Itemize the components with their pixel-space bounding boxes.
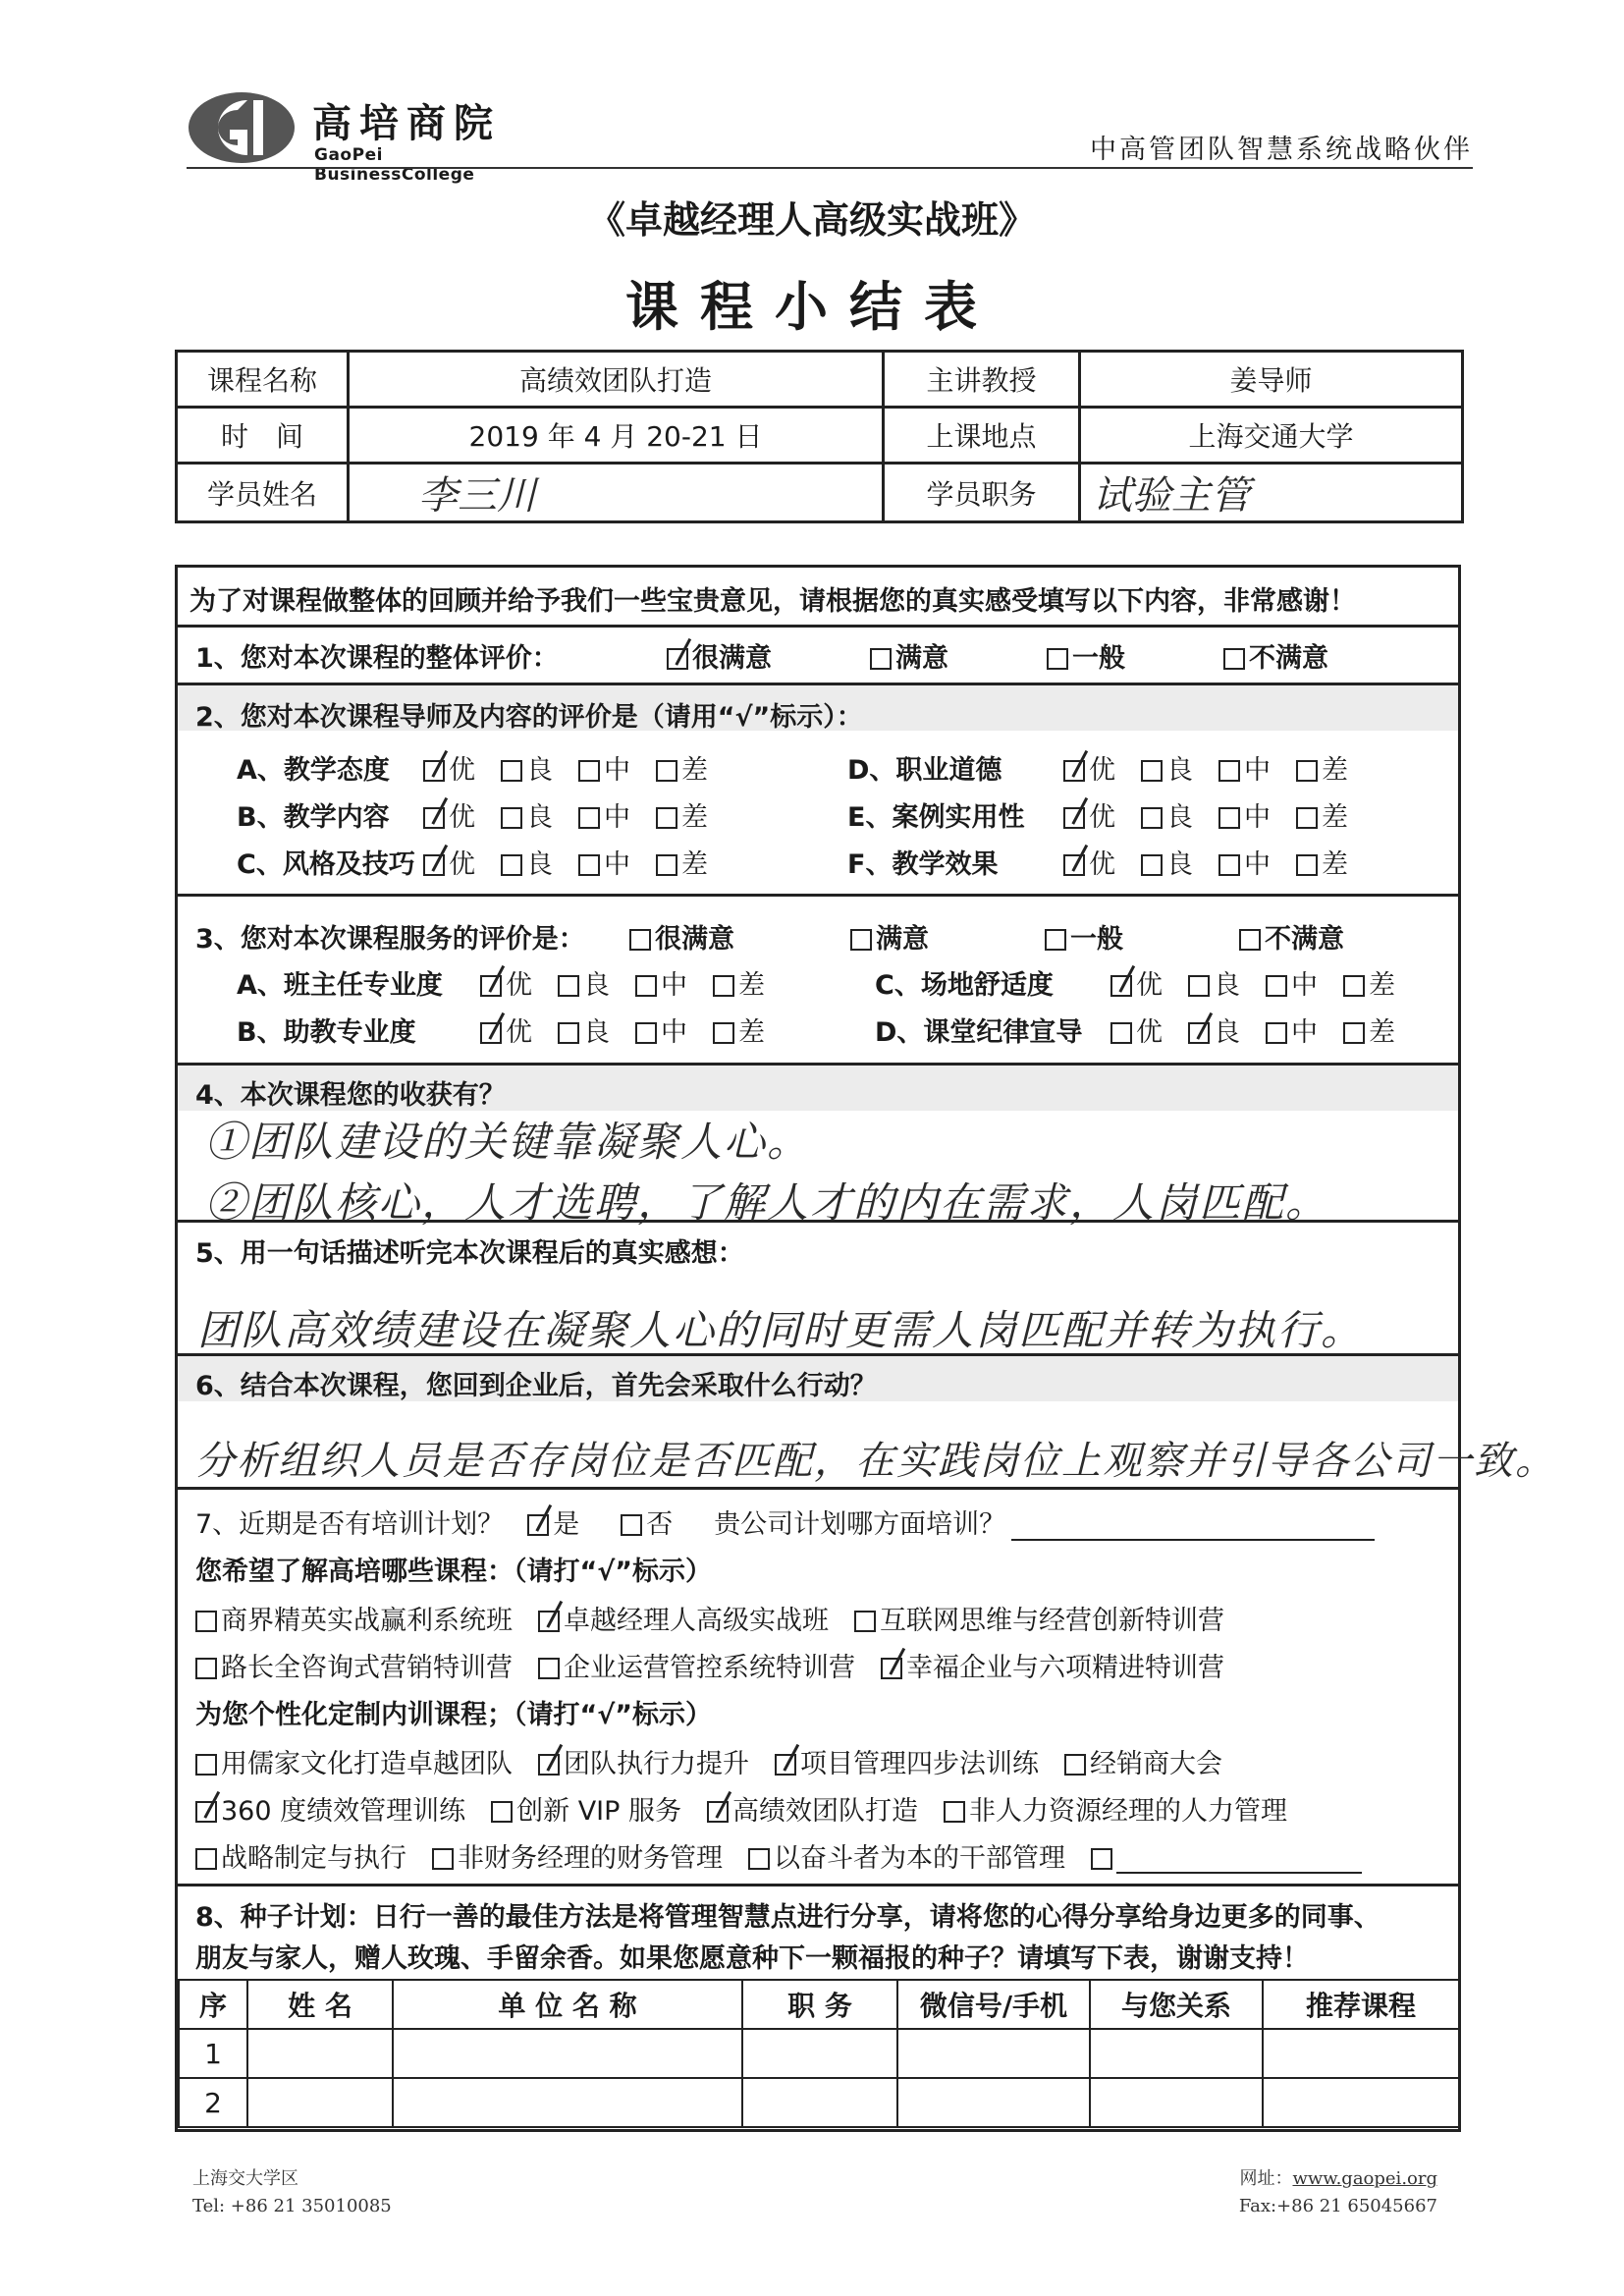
q7-courses-row2: [195, 1646, 1250, 1684]
col-header-title: 职 务: [742, 1980, 897, 2029]
q8-line2: 朋友与家人，赠人玫瑰、手留余香。如果您愿意种下一颗福报的种子？请填写下表，谢谢支持！: [195, 1943, 1309, 1974]
checkbox-checked-icon: [707, 1801, 729, 1823]
checkbox-icon[interactable]: [1266, 1022, 1287, 1044]
checkbox-icon[interactable]: [656, 807, 677, 829]
col-header-contact: 微信号/手机: [897, 1980, 1090, 2029]
header-divider: [187, 167, 1473, 169]
student-position-handwriting: 试验主管: [1093, 473, 1250, 519]
course-info-table: [175, 350, 1464, 523]
checkbox-icon: [1064, 1754, 1086, 1776]
q1-options: [667, 636, 1354, 675]
student-position-label: 学员职务: [884, 464, 1080, 522]
student-name-label: 学员姓名: [177, 464, 349, 522]
table-row: [179, 2078, 1459, 2127]
q3-option-very-satisfied[interactable]: 很满意: [629, 917, 734, 956]
checkbox-checked-icon: [527, 1514, 549, 1536]
checkbox-checked-icon[interactable]: [1188, 1022, 1210, 1044]
q2-row-b: B、教学内容 优 良 中 差: [237, 802, 708, 833]
q2-row-c: C、风格及技巧 优 良 中 差: [237, 849, 708, 880]
checkbox-icon[interactable]: [1343, 1022, 1365, 1044]
q3-option-satisfied[interactable]: 满意: [850, 917, 929, 956]
checkbox-icon: [850, 929, 872, 951]
checkbox-icon[interactable]: [1218, 854, 1240, 876]
footer-campus: 上海交大学区: [192, 2168, 298, 2189]
checkbox-icon: [491, 1801, 513, 1823]
checkbox-icon: [1045, 929, 1066, 951]
custom-course-other[interactable]: [1091, 1843, 1362, 1874]
course-option[interactable]: 互联网思维与经营创新特训营: [854, 1599, 1224, 1637]
logo-text-cn: 高培商院: [312, 100, 501, 146]
q8-line1: 8、种子计划：日行一善的最佳方法是将管理智慧点进行分享，请将您的心得分享给身边更多的同事、: [195, 1902, 1380, 1933]
course-option[interactable]: 路长全咨询式营销特训营: [195, 1646, 513, 1684]
q7-which-label: 贵公司计划哪方面培训？: [714, 1509, 1006, 1540]
checkbox-icon: [629, 929, 651, 951]
q3-row-b: B、助教专业度 优 良 中 差: [237, 1017, 765, 1048]
q7-option-yes[interactable]: 是: [527, 1503, 579, 1541]
course-name-value: 高绩效团队打造: [349, 352, 884, 408]
location-value: 上海交通大学: [1080, 408, 1463, 464]
course-cell[interactable]: [1263, 2078, 1459, 2127]
checkbox-icon[interactable]: [656, 760, 677, 782]
name-cell[interactable]: [247, 2029, 393, 2078]
q3-row-d: D、课堂纪律宣导 优 良 中 差: [875, 1017, 1395, 1048]
divider: [178, 1220, 1458, 1223]
checkbox-checked-icon[interactable]: [480, 1022, 502, 1044]
q7-option-no[interactable]: 否: [621, 1503, 673, 1541]
custom-course-option[interactable]: 非财务经理的财务管理: [432, 1836, 723, 1875]
q4-answer-1-handwriting: ①团队建设的关键靠凝聚人心。: [205, 1118, 811, 1166]
custom-course-option[interactable]: 项目管理四步法训练: [775, 1742, 1039, 1780]
checkbox-icon[interactable]: [1110, 1022, 1132, 1044]
q7-plan-row: [195, 1503, 1375, 1541]
company-cell[interactable]: [393, 2078, 742, 2127]
q7-custom-row3: [195, 1836, 1387, 1875]
logo: [187, 86, 511, 185]
survey-form: [175, 565, 1556, 2132]
q6-answer-handwriting: 分析组织人员是否存岗位是否匹配，在实践岗位上观察并引导各公司一致。: [195, 1439, 1556, 1484]
q3-row-c: C、场地舒适度 优 良 中 差: [875, 970, 1395, 1001]
checkbox-icon: [854, 1611, 876, 1632]
q1-label: 1、您对本次课程的整体评价：: [195, 643, 559, 674]
checkbox-checked-icon: [538, 1611, 560, 1632]
col-header-relation: 与您关系: [1090, 1980, 1263, 2029]
col-header-no: 序: [179, 1980, 247, 2029]
course-option[interactable]: 企业运营管控系统特训营: [538, 1646, 855, 1684]
checkbox-icon: [538, 1658, 560, 1679]
q2-label: 2、您对本次课程导师及内容的评价是（请用“√”标示）：: [195, 702, 863, 733]
checkbox-icon[interactable]: [578, 807, 600, 829]
student-name-field[interactable]: [349, 464, 884, 522]
checkbox-checked-icon[interactable]: [1063, 760, 1085, 782]
custom-course-option[interactable]: 以奋斗者为本的干部管理: [748, 1836, 1065, 1875]
q1-option-very-satisfied[interactable]: 很满意: [667, 636, 772, 675]
custom-course-option[interactable]: 经销商大会: [1064, 1742, 1222, 1780]
divider: [178, 625, 1458, 628]
q1-option-average[interactable]: 一般: [1047, 636, 1125, 675]
checkbox-icon: [1047, 648, 1068, 670]
checkbox-icon[interactable]: [578, 854, 600, 876]
name-cell[interactable]: [247, 2078, 393, 2127]
checkbox-icon: [195, 1611, 217, 1632]
checkbox-checked-icon[interactable]: [423, 760, 445, 782]
q7-courses-row1: [195, 1599, 1250, 1637]
q7-courses-label: 您希望了解高培哪些课程：（请打“√”标示）: [195, 1557, 712, 1587]
logo-mark-icon: [187, 90, 297, 165]
checkbox-icon[interactable]: [1218, 807, 1240, 829]
title-cell[interactable]: [742, 2029, 897, 2078]
q3-label: 3、您对本次课程服务的评价是：: [195, 924, 585, 955]
footer-fax: Fax:+86 21 65045667: [1238, 2196, 1437, 2216]
checkbox-icon[interactable]: [635, 1022, 657, 1044]
checkbox-icon: [1091, 1848, 1112, 1870]
course-option[interactable]: 商界精英实战赢利系统班: [195, 1599, 513, 1637]
course-option[interactable]: 卓越经理人高级实战班: [538, 1599, 829, 1637]
checkbox-icon: [870, 648, 892, 670]
q2-row-f: F、教学效果 优 良 中 差: [847, 849, 1348, 880]
q2-row-e: E、案例实用性 优 良 中 差: [847, 802, 1348, 833]
footer-tel: Tel: +86 21 35010085: [192, 2196, 392, 2216]
checkbox-checked-icon[interactable]: [423, 854, 445, 876]
logo-text-en: GaoPei BusinessCollege: [314, 145, 475, 185]
col-header-course: 推荐课程: [1263, 1980, 1459, 2029]
slogan: 中高管团队智慧系统战略伙伴: [1090, 135, 1473, 165]
professor-label: 主讲教授: [884, 352, 1080, 408]
q1-option-satisfied[interactable]: 满意: [870, 636, 948, 675]
checkbox-icon[interactable]: [501, 807, 522, 829]
checkbox-icon[interactable]: [713, 1022, 734, 1044]
course-cell[interactable]: [1263, 2029, 1459, 2078]
checkbox-checked-icon[interactable]: [1063, 807, 1085, 829]
checkbox-checked-icon[interactable]: [423, 807, 445, 829]
custom-course-option[interactable]: 非人力资源经理的人力管理: [944, 1789, 1287, 1828]
checkbox-icon[interactable]: [578, 760, 600, 782]
q7-custom-row1: [195, 1742, 1248, 1780]
checkbox-icon[interactable]: [1141, 760, 1163, 782]
form-title: 课程小结表: [625, 276, 999, 338]
student-name-handwriting: 李三川: [418, 473, 536, 519]
checkbox-icon[interactable]: [1218, 760, 1240, 782]
title-cell[interactable]: [742, 2078, 897, 2127]
checkbox-icon[interactable]: [1296, 807, 1318, 829]
col-header-company: 单 位 名 称: [393, 1980, 742, 2029]
q1-option-unsatisfied[interactable]: 不满意: [1223, 636, 1328, 675]
checkbox-icon[interactable]: [1141, 807, 1163, 829]
q5-label: 5、用一句话描述听完本次课程后的真实感想：: [195, 1238, 744, 1269]
divider: [178, 1487, 1458, 1490]
checkbox-icon[interactable]: [1141, 854, 1163, 876]
q6-label: 6、结合本次课程，您回到企业后，首先会采取什么行动？: [195, 1371, 877, 1401]
student-position-field[interactable]: [1080, 464, 1463, 522]
checkbox-icon: [1223, 648, 1245, 670]
checkbox-icon[interactable]: [558, 975, 579, 997]
checkbox-icon[interactable]: [558, 1022, 579, 1044]
checkbox-icon: [195, 1848, 217, 1870]
checkbox-checked-icon: [667, 648, 688, 670]
q4-answer-2-handwriting: ②团队核心，人才选聘，了解人才的内在需求，人岗匹配。: [205, 1178, 1329, 1227]
location-label: 上课地点: [884, 408, 1080, 464]
q7-custom-label: 为您个性化定制内训课程；（请打“√”标示）: [195, 1700, 712, 1730]
checkbox-checked-icon: [775, 1754, 796, 1776]
divider: [178, 894, 1458, 897]
course-title: 《卓越经理人高级实战班》: [587, 198, 1036, 242]
custom-course-option[interactable]: 创新 VIP 服务: [491, 1789, 681, 1828]
relation-cell[interactable]: [1090, 2029, 1263, 2078]
checkbox-icon[interactable]: [635, 975, 657, 997]
q3-row-a: A、班主任专业度 优 良 中 差: [237, 970, 765, 1001]
company-cell[interactable]: [393, 2029, 742, 2078]
row-number: 2: [179, 2078, 247, 2127]
custom-course-option[interactable]: 高绩效团队打造: [707, 1789, 918, 1828]
q5-answer-handwriting: 团队高效绩建设在凝聚人心的同时更需人岗匹配并转为执行。: [197, 1306, 1365, 1354]
checkbox-icon[interactable]: [1266, 975, 1287, 997]
checkbox-icon: [195, 1754, 217, 1776]
checkbox-icon[interactable]: [501, 854, 522, 876]
checkbox-icon[interactable]: [656, 854, 677, 876]
checkbox-icon: [748, 1848, 770, 1870]
time-value: 2019 年 4 月 20-21 日: [349, 408, 884, 464]
checkbox-icon[interactable]: [1343, 975, 1365, 997]
checkbox-checked-icon[interactable]: [1063, 854, 1085, 876]
checkbox-icon[interactable]: [713, 975, 734, 997]
checkbox-checked-icon: [538, 1754, 560, 1776]
checkbox-icon: [1239, 929, 1261, 951]
custom-course-option[interactable]: 360 度绩效管理训练: [195, 1789, 465, 1828]
footer-website: 网址：www.gaopei.org: [1239, 2168, 1437, 2189]
q7-which-field[interactable]: [1011, 1515, 1375, 1541]
checkbox-checked-icon[interactable]: [480, 975, 502, 997]
divider: [178, 1884, 1458, 1886]
contact-cell[interactable]: [897, 2029, 1090, 2078]
checkbox-icon[interactable]: [1296, 760, 1318, 782]
q2-row-a: A、教学态度 优 良 中 差: [237, 755, 708, 786]
custom-course-option[interactable]: 战略制定与执行: [195, 1836, 406, 1875]
q7-custom-row2: [195, 1789, 1287, 1828]
q3-option-average[interactable]: 一般: [1045, 917, 1123, 956]
q3-options: [629, 917, 1370, 956]
time-label: 时 间: [177, 408, 349, 464]
seed-plan-table: [178, 1979, 1460, 2128]
custom-course-option[interactable]: 团队执行力提升: [538, 1742, 749, 1780]
q4-label: 4、本次课程您的收获有？: [195, 1080, 506, 1111]
table-row: [179, 2029, 1459, 2078]
custom-course-option[interactable]: 用儒家文化打造卓越团队: [195, 1742, 513, 1780]
checkbox-icon: [432, 1848, 454, 1870]
checkbox-checked-icon: [881, 1658, 902, 1679]
q7-label: 7、近期是否有培训计划？: [195, 1509, 505, 1540]
intro-text: 为了对课程做整体的回顾并给予我们一些宝贵意见，请根据您的真实感受填写以下内容，非常感谢！: [189, 586, 1356, 617]
checkbox-icon[interactable]: [1188, 975, 1210, 997]
contact-cell[interactable]: [897, 2078, 1090, 2127]
course-option[interactable]: 幸福企业与六项精进特训营: [881, 1646, 1224, 1684]
checkbox-icon[interactable]: [1296, 854, 1318, 876]
professor-value: 姜导师: [1080, 352, 1463, 408]
q2-row-d: D、职业道德 优 良 中 差: [847, 755, 1348, 786]
checkbox-icon[interactable]: [501, 760, 522, 782]
checkbox-icon: [944, 1801, 965, 1823]
q3-option-unsatisfied[interactable]: 不满意: [1239, 917, 1344, 956]
checkbox-icon: [621, 1514, 642, 1536]
checkbox-checked-icon[interactable]: [1110, 975, 1132, 997]
col-header-name: 姓 名: [247, 1980, 393, 2029]
relation-cell[interactable]: [1090, 2078, 1263, 2127]
row-number: 1: [179, 2029, 247, 2078]
website-link[interactable]: www.gaopei.org: [1292, 2168, 1437, 2189]
course-name-label: 课程名称: [177, 352, 349, 408]
checkbox-icon: [195, 1658, 217, 1679]
checkbox-checked-icon: [195, 1801, 217, 1823]
